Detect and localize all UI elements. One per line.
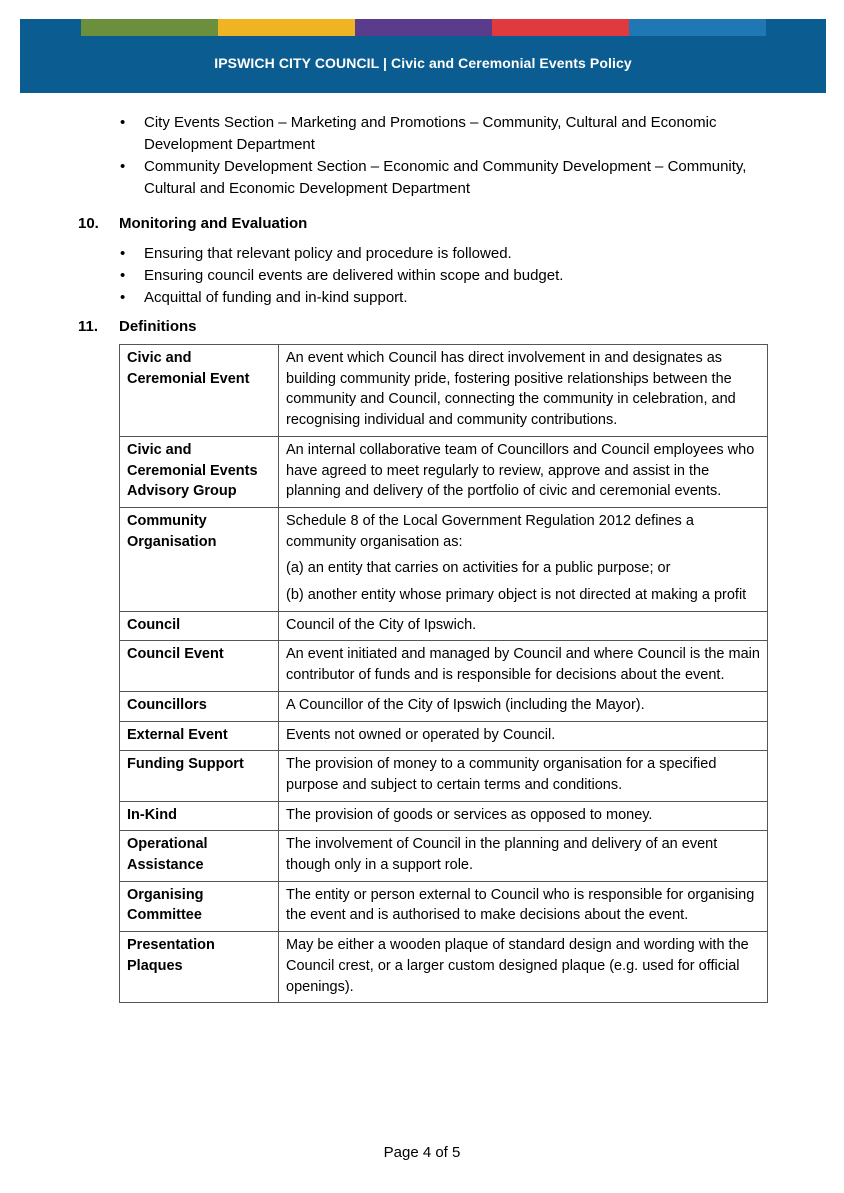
definition-term: Organising Committee [120,881,279,931]
definition-term: External Event [120,721,279,751]
definition-term: Councillors [120,691,279,721]
list-item-text: Ensuring council events are delivered within scope and budget. [144,267,564,284]
definition-term: Council Event [120,641,279,691]
table-row [120,932,768,1003]
definition-term: Operational Assistance [120,831,279,881]
bullet-icon: • [120,267,126,284]
definition-term: In-Kind [120,801,279,831]
table-row [120,881,768,931]
list-item [118,265,768,287]
list-item-text: Community Development Section – Economic and Community Development – Community, Cultural and Economic Development Department [144,158,747,197]
header-stripe-yellow [218,19,355,36]
header-stripe-purple [355,19,492,36]
bullet-icon: • [120,289,126,306]
definition-paragraph: An internal collaborative team of Councillors and Council employees who have agreed to meet regularly to review, approve and assist in the planning and delivery of the portfolio of civic and ceremonial events. [286,441,755,500]
definition-paragraph: The involvement of Council in the planning and delivery of an event though only in a support role. [286,836,718,874]
section-number: 10. [78,215,99,232]
table-row [120,436,768,507]
definition-paragraph: Events not owned or operated by Council. [286,726,556,743]
list-item [118,287,768,309]
definition-paragraph: Council of the City of Ipswich. [286,616,477,633]
table-row [120,345,768,437]
definition-text [279,345,768,437]
definition-paragraph: (a) an entity that carries on activities for a public purpose; or [286,560,671,577]
definition-paragraph: A Councillor of the City of Ipswich (including the Mayor). [286,696,645,713]
definition-paragraph: An event initiated and managed by Council and where Council is the main contributor of funds and is responsible for decisions about the event. [286,646,760,684]
list-item-text: Ensuring that relevant policy and procedure is followed. [144,245,512,262]
definition-paragraph: Schedule 8 of the Local Government Regulation 2012 defines a community organisation as: [286,512,694,550]
definition-term: Council [120,611,279,641]
table-row [120,641,768,691]
bullet-icon: • [120,114,126,131]
definition-term: Presentation Plaques [120,932,279,1003]
table-row [120,801,768,831]
page-number: Page 4 of 5 [383,1144,461,1161]
header-title: IPSWICH CITY COUNCIL | Civic and Ceremonial Events Policy [214,55,632,71]
bullet-icon: • [120,245,126,262]
definition-paragraph: (b) another entity whose primary object is not directed at making a profit [286,587,747,604]
header-stripe-green [81,19,218,36]
definition-term: Civic and Ceremonial Events Advisory Group [120,436,279,507]
list-item-text: Acquittal of funding and in-kind support. [144,289,408,306]
definition-text [279,641,768,691]
list-item [118,243,768,265]
monitoring-bullet-list [118,243,768,309]
definition-text [279,801,768,831]
definition-text [279,611,768,641]
definition-paragraph: The provision of goods or services as opposed to money. [286,806,653,823]
definition-paragraph: The provision of money to a community organisation for a specified purpose and subject to certain terms and conditions. [286,756,717,793]
table-row [120,507,768,611]
definitions-table [119,344,768,1003]
definition-text [279,831,768,881]
definition-text [279,932,768,1003]
table-row [120,611,768,641]
definition-term: Community Organisation [120,507,279,611]
intro-bullet-list [118,112,768,200]
list-item-text: City Events Section – Marketing and Promotions – Community, Cultural and Economic Development Department [144,114,717,153]
definition-paragraph: May be either a wooden plaque of standard design and wording with the Council crest, or a larger custom designed plaque (e.g. used for official openings). [286,937,749,995]
page-header [20,19,826,93]
table-row [120,751,768,801]
list-item [118,112,768,156]
header-stripe-red [492,19,629,36]
bullet-icon: • [120,158,126,175]
definition-text [279,721,768,751]
table-row [120,691,768,721]
table-row [120,721,768,751]
header-stripe-blue [629,19,766,36]
section-title: Monitoring and Evaluation [119,215,308,232]
list-item [118,156,768,200]
table-row [120,831,768,881]
definition-text [279,507,768,611]
definition-text [279,751,768,801]
section-number: 11. [78,318,99,335]
definition-paragraph: The entity or person external to Council who is responsible for organising the event and is authorised to make decisions about the event. [286,886,755,924]
definition-paragraph: An event which Council has direct involvement in and designates as building community pride, fostering positive relationships between the community and Council, connecting the community in celebration, and recognising individual and community contributions. [286,350,736,429]
section-title: Definitions [119,318,197,335]
definition-term: Funding Support [120,751,279,801]
definition-text [279,691,768,721]
definition-term: Civic and Ceremonial Event [120,345,279,437]
definition-text [279,881,768,931]
definition-text [279,436,768,507]
